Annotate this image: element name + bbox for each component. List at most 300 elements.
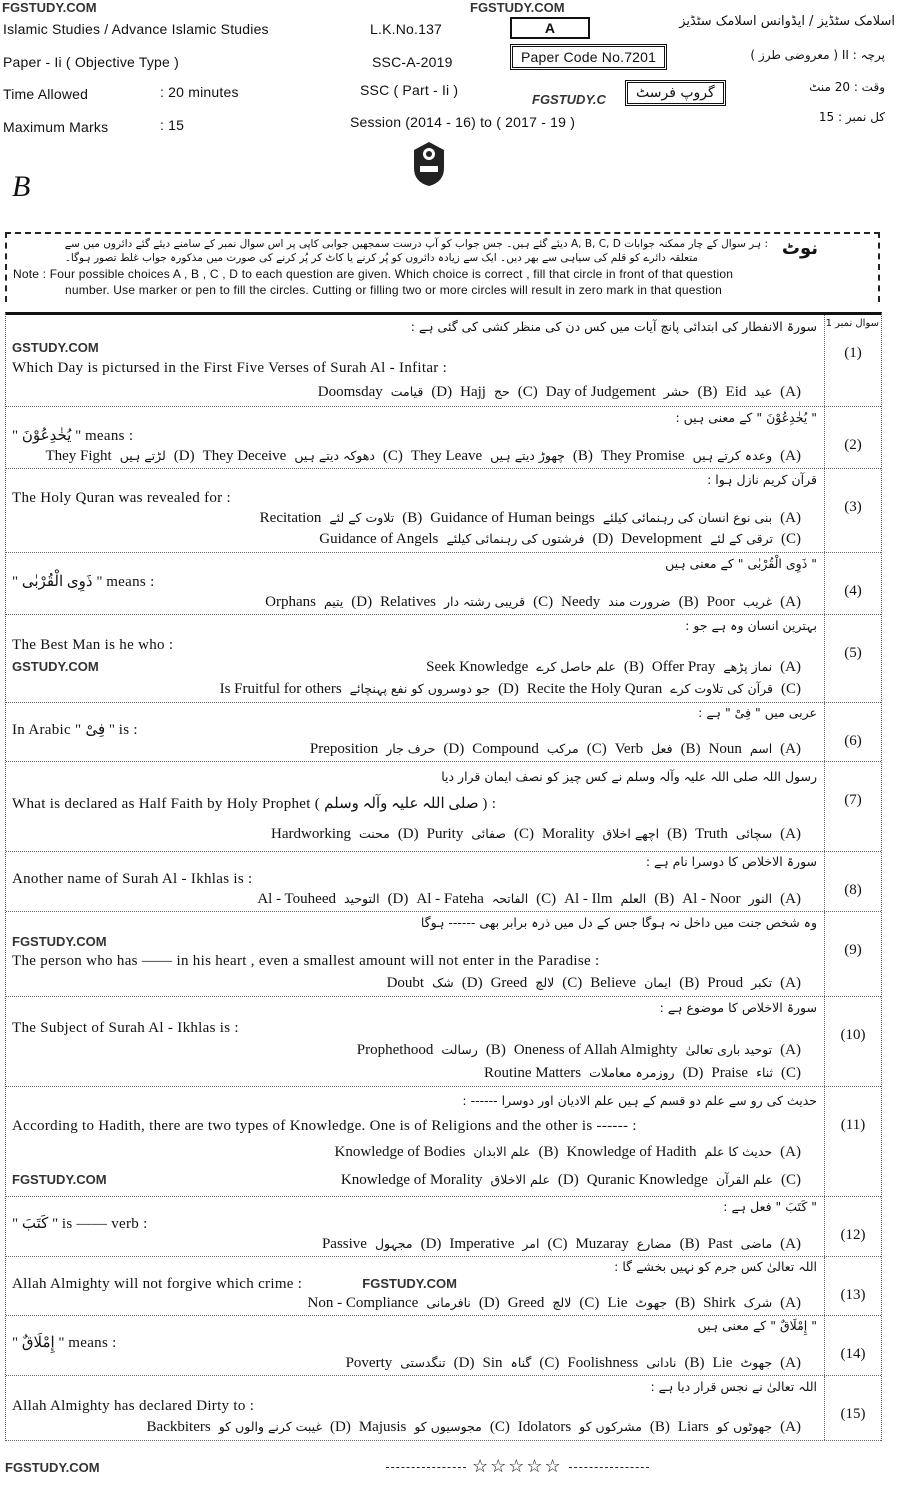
option-text: Idolators <box>517 1419 572 1435</box>
question-text: Allah Almighty has declared Dirty to : <box>12 1398 255 1414</box>
option-letter: (A) <box>780 741 801 757</box>
option-text-urdu: مضارع <box>636 1235 672 1251</box>
time-value: : 20 minutes <box>160 84 239 100</box>
option-text-urdu: عید <box>754 383 773 399</box>
question-text-urdu: " یُخٰدِعُوْنَ " کے معنی ہیں : <box>675 409 817 425</box>
option-letter: (C) <box>579 1295 600 1311</box>
option-text: Guidance of Angels <box>319 531 439 548</box>
option-letter: (B) <box>680 741 701 757</box>
questions-section <box>5 312 882 1441</box>
option-text-urdu: ضرورت مند <box>608 593 671 609</box>
option-text-urdu: توحید باری تعالیٰ <box>685 1041 773 1057</box>
question-text: " یُخٰدِعُوْنَ " means : <box>12 427 134 444</box>
watermark: GSTUDY.COM <box>12 339 99 355</box>
question-number: (6) <box>824 703 881 761</box>
lk-number: L.K.No.137 <box>370 21 443 37</box>
question-text-urdu: عربی میں " فِیْ " ہے : <box>698 705 817 720</box>
option-text: Morality <box>541 825 595 842</box>
option-text-urdu: شک <box>432 974 454 990</box>
option-text: Preposition <box>309 741 379 757</box>
option-text: Relatives <box>380 593 436 610</box>
question-number: (11) <box>824 1087 881 1196</box>
option-text: Is Fruitful for others <box>219 680 342 697</box>
options-line <box>12 1142 817 1162</box>
option-text: Orphans <box>265 593 316 610</box>
option-text: Majusis <box>358 1419 407 1435</box>
option-letter: (A) <box>780 1041 801 1058</box>
question-text: " إِمْلَاقٌ " means : <box>12 1335 117 1352</box>
question-text: What is declared as Half Faith by Holy Prophet ( صلی اللہ علیہ وآلہ وسلم ) : <box>12 796 497 813</box>
option-text: Al - Ilm <box>564 890 613 907</box>
board-emblem <box>410 140 448 188</box>
option-letter: (B) <box>679 1235 700 1252</box>
question-row <box>12 952 817 970</box>
option-text: Praise <box>711 1064 749 1081</box>
option-text: Doomsday <box>317 383 383 400</box>
option-text: Development <box>621 531 703 548</box>
option-letter: (D) <box>397 825 419 842</box>
options-line <box>12 1293 817 1313</box>
question-text-urdu: سورۃ الانفطار کی ابتدائی پانچ آیات میں کس دن کی منظر کشی کی گئی ہے : <box>410 319 817 335</box>
option-text: Oneness of Allah Almighty <box>513 1041 678 1058</box>
group-box: گروپ فرسٹ <box>625 80 726 106</box>
question-text: The Holy Quran was revealed for : <box>12 489 231 506</box>
option-text: They Leave <box>410 447 483 464</box>
option-letter: (C) <box>517 383 538 400</box>
option-text: Knowledge of Hadith <box>566 1144 697 1161</box>
question-number: (4) <box>824 553 881 614</box>
option-letter: (C) <box>781 531 801 548</box>
option-text-urdu: علم الابدان <box>473 1144 531 1160</box>
question-1 <box>6 315 881 407</box>
question-row <box>12 870 817 888</box>
option-text: Quranic Knowledge <box>586 1172 708 1189</box>
question-text-urdu: اللہ تعالیٰ کس جرم کو نہیں بخشے گا : <box>614 1259 817 1274</box>
option-text-urdu: جھوٹ <box>740 1354 773 1370</box>
option-text-urdu: تنگدستی <box>400 1354 446 1370</box>
option-text-urdu: علم حاصل کرے <box>536 658 616 674</box>
option-letter: (B) <box>402 510 423 527</box>
watermark: FGSTUDY.COM <box>5 1460 100 1475</box>
option-letter: (A) <box>780 1354 801 1371</box>
option-text-urdu: حرف جار <box>386 741 436 756</box>
option-letter: (D) <box>420 1235 442 1252</box>
option-letter: (D) <box>592 531 614 548</box>
option-text: Poverty <box>345 1354 393 1371</box>
option-text: Proud <box>707 974 744 991</box>
option-letter: (A) <box>780 1235 801 1252</box>
option-letter: (D) <box>387 890 409 907</box>
option-letter: (B) <box>679 974 700 991</box>
option-text-urdu: فرشتوں کی رہنمائی کیلئے <box>446 531 585 547</box>
option-text: Greed <box>507 1295 545 1311</box>
option-text-urdu: ثناء <box>756 1064 773 1080</box>
option-text: Offer Pray <box>651 658 716 675</box>
option-text-urdu: لالچ <box>535 974 555 990</box>
option-text-urdu: اچھے اخلاق <box>602 825 660 841</box>
options-line <box>12 1040 817 1060</box>
option-letter: (C) <box>586 741 607 757</box>
question-text: According to Hadith, there are two types of Knowledge. One is of Religions and the other is ------ : <box>12 1117 637 1134</box>
option-text: Noun <box>708 741 742 757</box>
option-text-urdu: گناہ <box>510 1354 532 1370</box>
option-letter: (C) <box>781 1172 801 1189</box>
option-letter: (D) <box>557 1172 579 1189</box>
option-text-urdu: فعل <box>651 741 673 756</box>
question-number: (9) <box>824 912 881 996</box>
question-row <box>12 427 817 445</box>
option-text: Seek Knowledge <box>426 658 529 675</box>
option-text-urdu: حدیث کا علم <box>704 1144 773 1160</box>
option-text: They Promise <box>600 447 685 464</box>
options-line <box>12 824 817 844</box>
question-row <box>12 1117 817 1135</box>
question-15 <box>6 1376 881 1441</box>
option-text: Sin <box>482 1354 503 1371</box>
question-13 <box>6 1257 881 1316</box>
option-letter: (B) <box>485 1041 506 1058</box>
time-urdu: وقت : 20 منٹ <box>809 80 885 94</box>
question-number: (13) <box>824 1257 881 1315</box>
option-letter: (B) <box>654 890 675 907</box>
options-line <box>12 679 817 699</box>
option-text-urdu: قیامت <box>390 383 424 399</box>
note-line1: Note : Four possible choices A , B , C , D to each question are given. Which choice is correct , fill that circle in front of that question <box>13 267 734 281</box>
option-letter: (A) <box>780 825 801 842</box>
paper-title-urdu: پرچہ : II ( معروضی طرز ) <box>750 48 885 62</box>
watermark: FGSTUDY.COM <box>2 0 97 15</box>
question-text: The Best Man is he who : <box>12 637 174 654</box>
paper-type-box: A <box>510 17 590 39</box>
options-line <box>12 889 817 909</box>
question-text: Another name of Surah Al - Ikhlas is : <box>12 871 253 888</box>
question-row <box>12 721 817 739</box>
option-text: Past <box>707 1235 733 1252</box>
option-letter: (D) <box>453 1354 475 1371</box>
question-text-urdu: قرآن کریم نازل ہوا : <box>707 471 817 487</box>
options-line <box>12 1170 817 1190</box>
option-text-urdu: رسالت <box>441 1041 478 1057</box>
marks-urdu: کل نمبر : 15 <box>818 110 885 124</box>
options-line <box>12 1353 817 1373</box>
question-text-urdu: بہترین انسان وہ ہے جو : <box>685 618 817 634</box>
end-stars: ☆☆☆☆☆ <box>380 1456 655 1477</box>
subject-title-urdu: اسلامک سٹڈیز / ایڈوانس اسلامک سٹڈیز <box>679 14 895 29</box>
question-row <box>12 1215 817 1233</box>
option-letter: (B) <box>649 1419 670 1435</box>
question-text: The person who has —— in his heart , even a smallest amount will not enter in the Paradise : <box>12 952 600 969</box>
part: SSC ( Part - Ii ) <box>360 82 459 98</box>
option-letter: (C) <box>547 1235 568 1252</box>
question-text: Which Day is pictursed in the First Five Verses of Surah Al - Infitar : <box>12 360 448 377</box>
option-text-urdu: مجوسیوں کو <box>414 1419 482 1434</box>
question-number: (1) <box>824 315 881 406</box>
option-text: Al - Noor <box>682 890 741 907</box>
option-letter: (D) <box>443 741 465 757</box>
option-text-urdu: قرآن کی تلاوت کرے <box>670 680 773 696</box>
option-text-urdu: جھوٹ <box>635 1295 668 1310</box>
instructions-note <box>5 232 880 302</box>
option-letter: (C) <box>533 593 554 610</box>
option-letter: (A) <box>780 383 801 400</box>
question-text-urdu: حدیث کی رو سے علم دو قسم کے ہیں علم الادیان اور دوسرا ------ : <box>462 1092 817 1108</box>
option-text: Shirk <box>703 1295 736 1311</box>
option-text-urdu: مجہول <box>374 1235 413 1251</box>
option-text: They Fight <box>45 447 112 464</box>
option-text-urdu: بنی نوع انسان کی رہنمائی کیلئے <box>602 510 773 526</box>
option-text: Lie <box>712 1354 733 1371</box>
option-text: Compound <box>472 741 539 757</box>
question-text-urdu: رسول اللہ صلی اللہ علیہ وآلہ وسلم نے کس چیز کو نصف ایمان قرار دیا <box>441 769 817 785</box>
options-line <box>12 382 817 402</box>
option-letter: (B) <box>697 383 718 400</box>
option-text: Doubt <box>386 974 425 991</box>
option-text-urdu: اسم <box>749 741 773 756</box>
option-letter: (C) <box>562 974 583 991</box>
question-5 <box>6 615 881 703</box>
option-text-urdu: چھوڑ دیتے ہیں <box>490 447 565 463</box>
option-letter: (A) <box>780 658 801 675</box>
question-14 <box>6 1316 881 1376</box>
question-number: (12) <box>824 1197 881 1256</box>
option-text-urdu: یتیم <box>323 593 344 609</box>
question-text: " ذَوِی الْقُرْبٰی " means : <box>12 573 155 590</box>
option-letter: (D) <box>330 1419 351 1435</box>
question-text-urdu: سورۃ الاخلاص کا موضوع ہے : <box>659 1000 817 1016</box>
option-letter: (B) <box>667 825 688 842</box>
option-letter: (C) <box>781 1064 801 1081</box>
option-text: Guidance of Human beings <box>430 510 595 527</box>
options-line <box>12 1063 817 1083</box>
option-letter: (D) <box>478 1295 500 1311</box>
options-line <box>12 508 817 528</box>
option-text: Poor <box>706 593 735 610</box>
question-2 <box>6 407 881 469</box>
question-number: (7) <box>824 762 881 851</box>
question-number: (2) <box>824 407 881 468</box>
option-letter: (A) <box>780 1295 801 1311</box>
question-12 <box>6 1197 881 1257</box>
option-text-urdu: مشرکوں کو <box>579 1419 642 1434</box>
option-letter: (D) <box>351 593 373 610</box>
option-text-urdu: تلاوت کے لئے <box>329 510 395 526</box>
question-text-urdu: " إِمْلَاقٌ " کے معنی ہیں <box>697 1318 817 1334</box>
question-8 <box>6 852 881 912</box>
option-text: Prophethood <box>356 1041 434 1058</box>
question-text-urdu: وہ شخص جنت میں داخل نہ ہوگا جس کے دل میں ذرہ برابر بھی ------ ہوگا <box>420 915 817 931</box>
option-text-urdu: شرک <box>743 1295 773 1310</box>
option-text-urdu: حشر <box>663 383 690 399</box>
option-text-urdu: جو دوسروں کو نفع پہنچائے <box>349 680 491 696</box>
option-letter: (B) <box>675 1295 696 1311</box>
option-text: Passive <box>321 1235 367 1252</box>
question-row <box>12 359 817 377</box>
option-text: Hajj <box>460 383 486 400</box>
option-text-urdu: صفائی <box>471 825 506 841</box>
option-text-urdu: ایمان <box>644 974 672 990</box>
exam-code: SSC-A-2019 <box>372 54 453 70</box>
option-text-urdu: روزمرہ معاملات <box>589 1064 675 1080</box>
question-row <box>12 1334 817 1352</box>
question-text: " کَتَبَ " is —— verb : <box>12 1216 148 1233</box>
option-letter: (A) <box>780 447 801 464</box>
option-text: Foolishness <box>567 1354 639 1371</box>
option-letter: (D) <box>682 1064 704 1081</box>
time-label: Time Allowed <box>3 86 89 102</box>
question-number: (8) <box>824 852 881 911</box>
paper-title: Paper - Ii ( Objective Type ) <box>3 54 179 70</box>
question-6 <box>6 703 881 762</box>
option-text: Hardworking <box>271 825 351 842</box>
note-label-urdu: نوٹ <box>781 238 818 259</box>
watermark: FGSTUDY.C <box>532 92 606 107</box>
options-line <box>12 739 817 759</box>
question-row <box>12 795 817 813</box>
options-line <box>12 529 817 549</box>
watermark: FGSTUDY.COM <box>362 1276 457 1291</box>
options-line <box>12 1417 817 1437</box>
option-text: Recite the Holy Quran <box>526 680 663 697</box>
option-text-urdu: حج <box>493 383 510 399</box>
question-3 <box>6 469 881 553</box>
option-letter: (B) <box>684 1354 705 1371</box>
option-text: Backbiters <box>146 1419 211 1435</box>
options-line <box>12 446 817 466</box>
option-text-urdu: علم القرآن <box>715 1172 773 1188</box>
option-text-urdu: وعدہ کرتے ہیں <box>692 447 773 463</box>
question-11 <box>6 1087 881 1197</box>
option-text-urdu: الفاتحہ <box>491 890 529 906</box>
question-row <box>12 1397 817 1415</box>
option-text: Imperative <box>449 1235 515 1252</box>
option-letter: (C) <box>513 825 534 842</box>
question-10 <box>6 997 881 1087</box>
option-text-urdu: نافرمانی <box>426 1295 471 1310</box>
question-number: (10) <box>824 997 881 1086</box>
marks-value: : 15 <box>160 117 185 133</box>
option-text-urdu: قریبی رشتہ دار <box>443 593 526 609</box>
option-text-urdu: غریب <box>742 593 773 609</box>
option-text: Routine Matters <box>484 1064 582 1081</box>
question-7 <box>6 762 881 852</box>
option-text: Lie <box>607 1295 628 1311</box>
option-text: Non - Compliance <box>307 1295 419 1311</box>
option-text-urdu: لڑتے ہیں <box>119 447 166 463</box>
option-letter: (D) <box>173 447 195 464</box>
option-letter: (B) <box>538 1144 559 1161</box>
option-text: Al - Touheed <box>257 890 336 907</box>
option-text-urdu: علم الاخلاق <box>490 1172 550 1188</box>
watermark: FGSTUDY.COM <box>12 934 107 950</box>
option-letter: (A) <box>780 1144 801 1161</box>
option-text-urdu: امر <box>522 1235 540 1251</box>
option-text: Day of Judgement <box>545 383 656 400</box>
option-text: Greed <box>490 974 528 991</box>
options-line <box>12 657 817 677</box>
option-letter: (A) <box>780 510 801 527</box>
option-text-urdu: ترقی کے لئے <box>710 531 773 547</box>
question-row <box>12 636 817 654</box>
option-letter: (A) <box>780 593 801 610</box>
option-letter: (C) <box>781 680 801 697</box>
option-text-urdu: دھوکہ دیتے ہیں <box>294 447 375 463</box>
option-text: Knowledge of Bodies <box>334 1144 466 1161</box>
subject-title: Islamic Studies / Advance Islamic Studies <box>3 21 269 37</box>
question-text-urdu: اللہ تعالیٰ نے نجس قرار دیا ہے : <box>650 1379 817 1394</box>
option-text: Truth <box>695 825 728 842</box>
question-4 <box>6 553 881 615</box>
question-text: Allah Almighty will not forgive which crime : <box>12 1276 303 1292</box>
note-line2-urdu: متعلقہ دائرے کو قلم کی سیاہی سے بھر دیں۔ ایک سے زیادہ دائروں کو پُر کرنے یا کاٹ کر پُر کرنے کی صورت میں مذکورہ جواب غلط تصور ہوگا۔ <box>64 252 698 264</box>
option-text: They Deceive <box>202 447 287 464</box>
option-letter: (C) <box>489 1419 510 1435</box>
paper-code-box: Paper Code No.7201 <box>510 44 667 70</box>
question-row <box>12 573 817 591</box>
option-letter: (B) <box>678 593 699 610</box>
watermark: FGSTUDY.COM <box>470 0 565 15</box>
option-letter: (C) <box>536 890 557 907</box>
options-line <box>12 973 817 993</box>
option-letter: (B) <box>572 447 593 464</box>
option-letter: (A) <box>780 974 801 991</box>
option-text-urdu: محنت <box>359 825 390 841</box>
marks-label: Maximum Marks <box>3 119 109 135</box>
option-text-urdu: العلم <box>620 890 647 906</box>
question-row <box>12 1275 817 1293</box>
option-text-urdu: نماز پڑھے <box>723 658 773 674</box>
option-letter: (D) <box>461 974 483 991</box>
options-line <box>12 1234 817 1254</box>
watermark: FGSTUDY.COM <box>12 1172 107 1188</box>
options-line <box>12 592 817 612</box>
option-text: Eid <box>725 383 747 400</box>
signature: B <box>12 170 31 203</box>
watermark: GSTUDY.COM <box>12 658 99 674</box>
question-number: (15) <box>824 1376 881 1440</box>
option-text-urdu: نادانی <box>646 1354 677 1370</box>
question-number: (14) <box>824 1316 881 1375</box>
option-text-urdu: مرکب <box>546 741 579 756</box>
option-letter: (C) <box>539 1354 560 1371</box>
option-text: Verb <box>614 741 644 757</box>
option-letter: (C) <box>382 447 403 464</box>
option-text-urdu: النور <box>748 890 773 906</box>
option-text: Needy <box>561 593 601 610</box>
option-letter: (D) <box>431 383 453 400</box>
option-text: Knowledge of Morality <box>340 1172 483 1189</box>
option-text-urdu: غیبت کرنے والوں کو <box>218 1419 322 1434</box>
option-text: Believe <box>590 974 637 991</box>
question-number: (3) <box>824 469 881 552</box>
question-row <box>12 1019 817 1037</box>
option-text-urdu: لالچ <box>552 1295 572 1310</box>
option-text-urdu: ماضی <box>740 1235 773 1251</box>
question-text: The Subject of Surah Al - Ikhlas is : <box>12 1020 239 1037</box>
question-text-urdu: " کَتَبَ " فعل ہے : <box>723 1199 817 1215</box>
option-text: Recitation <box>259 510 322 527</box>
session: Session (2014 - 16) to ( 2017 - 19 ) <box>350 114 576 130</box>
question-text-urdu: " ذَوِی الْقُرْبٰی " کے معنی ہیں <box>665 555 817 571</box>
question-text-urdu: سورۃ الاخلاص کا دوسرا نام ہے : <box>645 854 817 870</box>
question-label-urdu: سوال نمبر 1 <box>825 318 879 329</box>
option-text: Al - Fateha <box>416 890 484 907</box>
question-9 <box>6 912 881 997</box>
option-letter: (A) <box>780 890 801 907</box>
question-number: (5) <box>824 615 881 702</box>
question-row <box>12 489 817 507</box>
option-text: Muzaray <box>575 1235 629 1252</box>
note-line1-urdu: : ہر سوال کے چار ممکنہ جوابات A, B, C, D دیئے گئے ہیں۔ جس جواب کو آپ درست سمجھیں جوابی کاپی پر اس سوال نمبر کے سامنے دیئے گئے دائروں میں سے <box>64 238 768 250</box>
